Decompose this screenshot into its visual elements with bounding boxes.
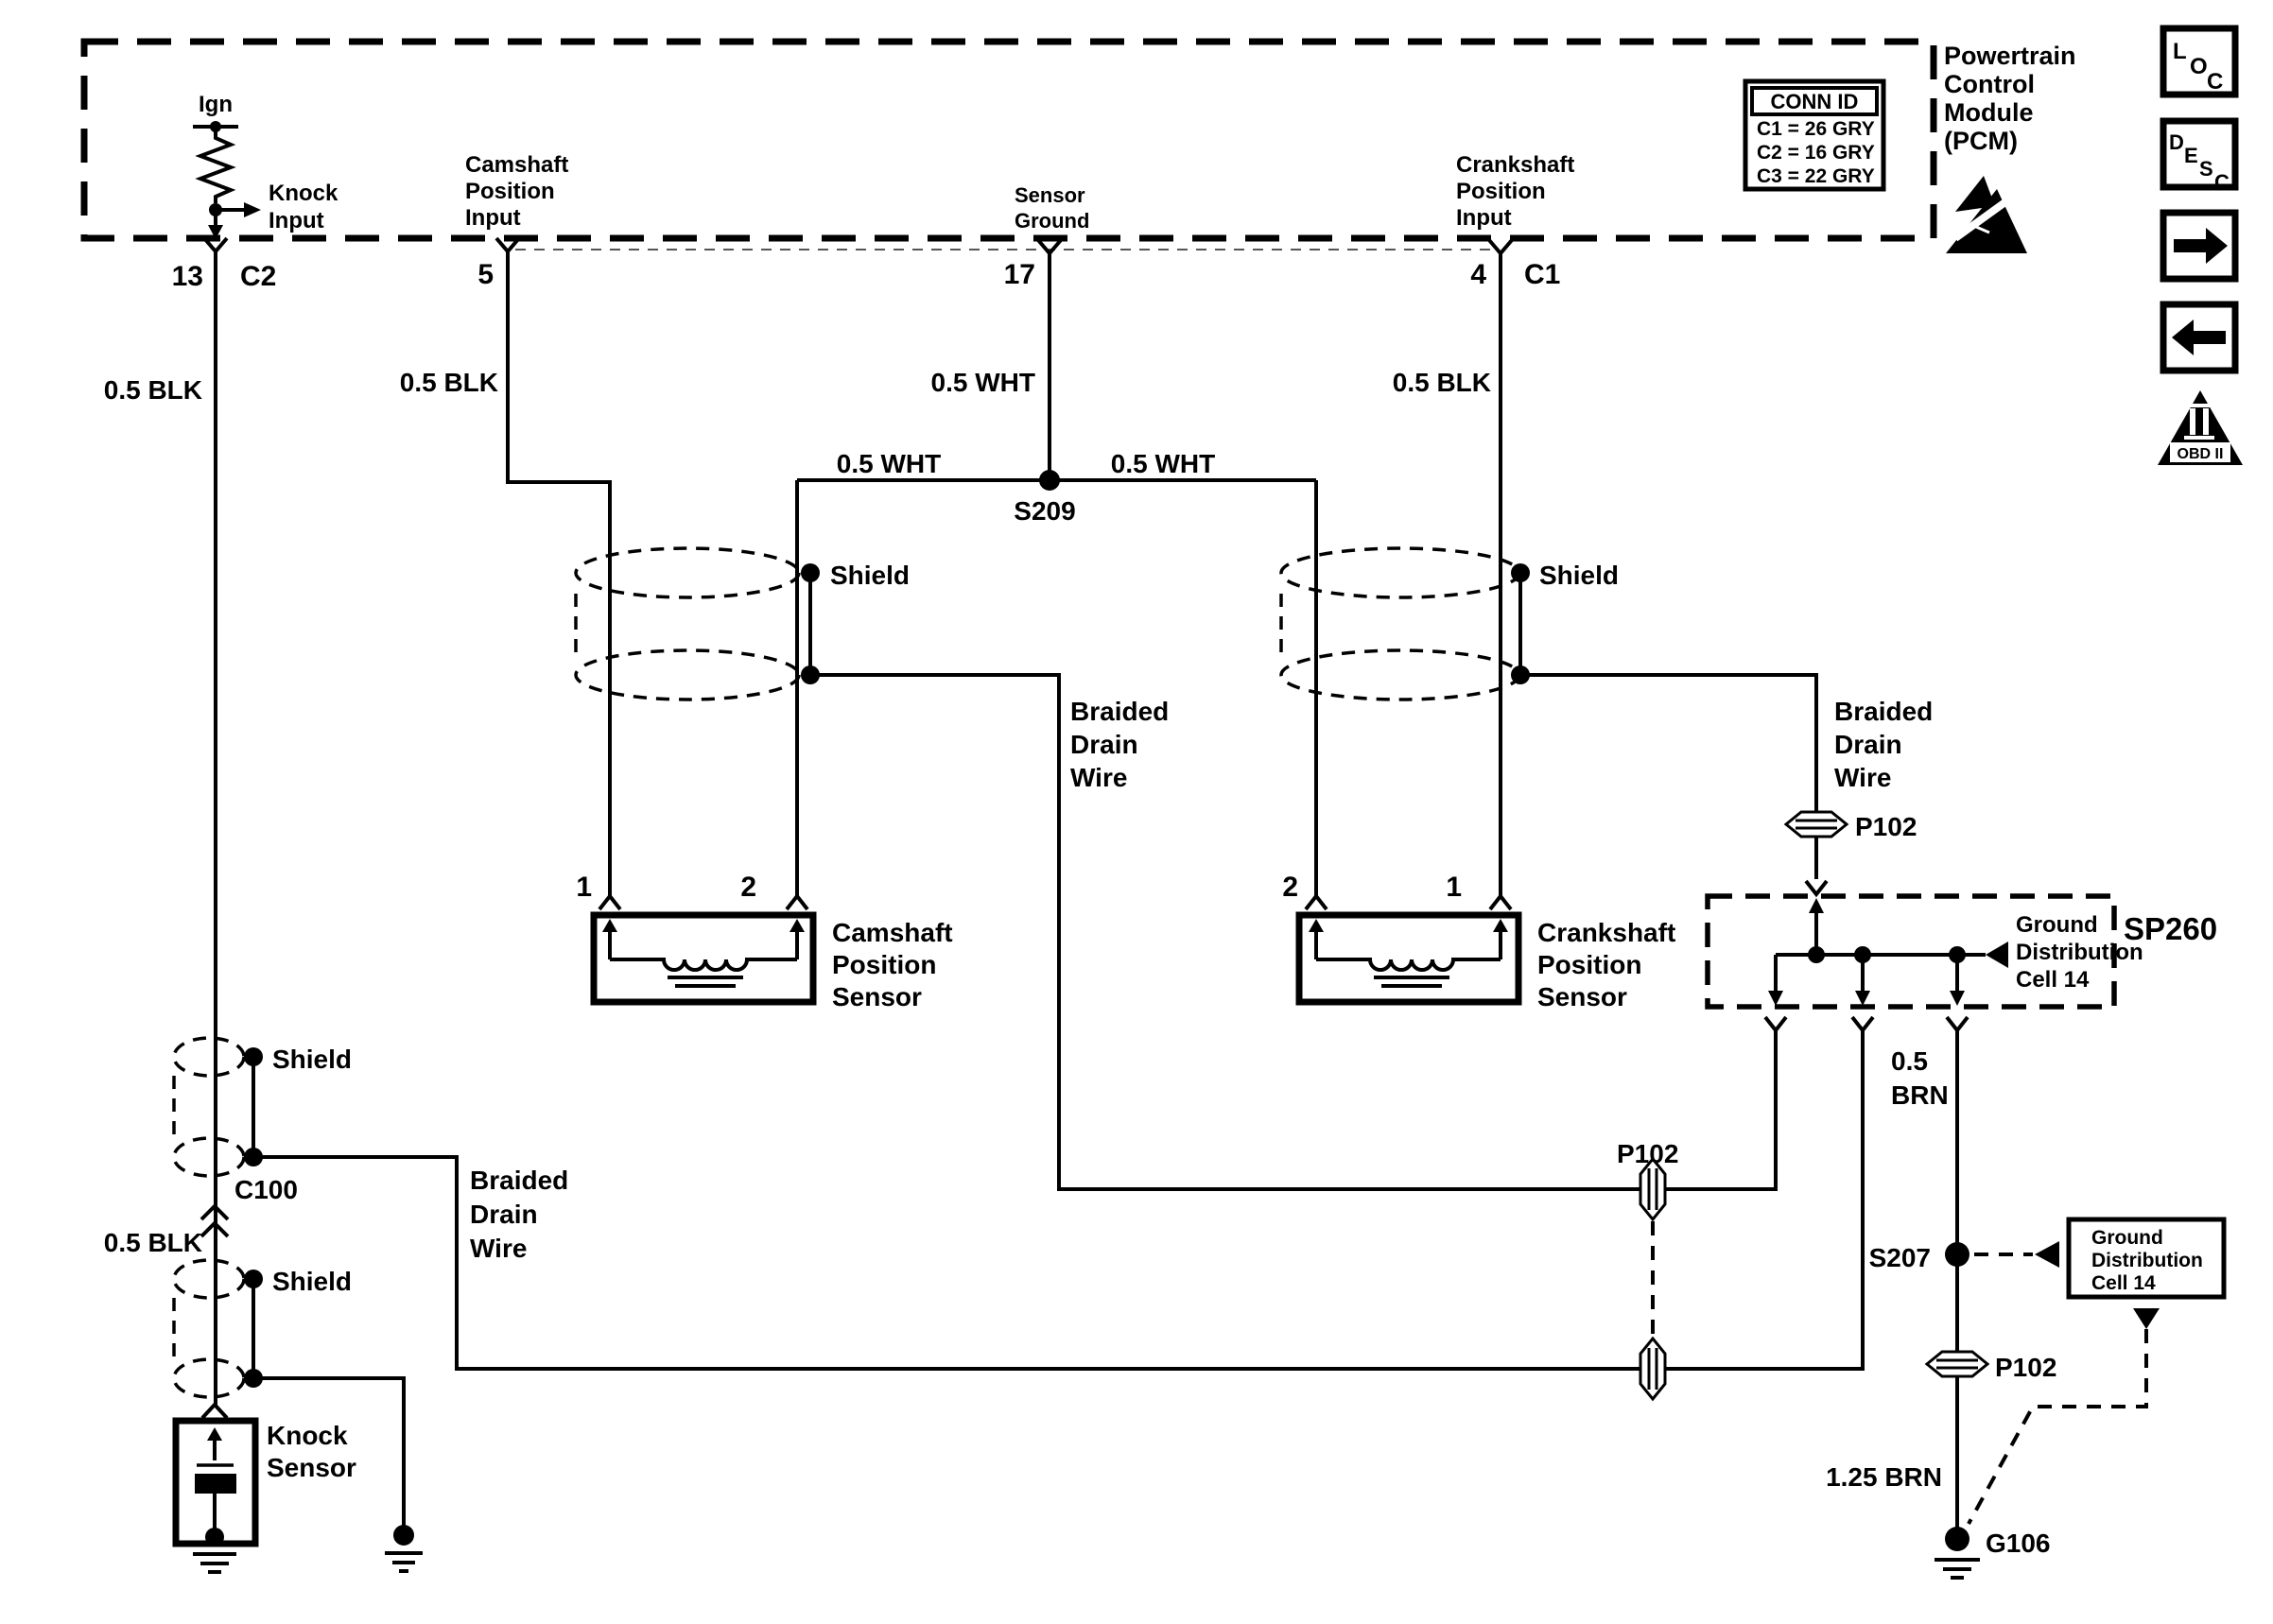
knock-shield-ground-icon [385, 1525, 423, 1571]
braided-drain-label-right [1834, 697, 1933, 792]
crank-shield-label: Shield [1539, 561, 1620, 590]
knock-wire-gauge-top: 0.5 BLK [103, 375, 202, 405]
braided-right-1: Braided [1834, 697, 1934, 726]
cam-position-sensor [576, 872, 952, 1011]
knock-input-arrow [244, 202, 261, 217]
cam-wire-gauge: 0.5 BLK [399, 368, 498, 397]
c100-label: C100 [234, 1175, 298, 1204]
g106-label: G106 [1986, 1529, 2051, 1558]
knock-sensor-label-1: Knock [267, 1421, 348, 1450]
cam-pin-right-number: 2 [740, 872, 756, 903]
cam-sensor-label-3: Sensor [832, 982, 922, 1011]
gd-box-3: Cell 14 [2091, 1272, 2156, 1294]
sp260-gd-3: Cell 14 [2016, 967, 2090, 993]
big-brn-gauge: 1.25 BRN [1826, 1462, 1942, 1492]
knock-input-label-line1: Knock [269, 181, 338, 206]
pcm-title-line3: Module [1944, 98, 2034, 127]
sp260-gd-2: Distribution [2016, 940, 2143, 965]
conn-id-row-c2: C2 = 16 GRY [1757, 142, 1875, 164]
s207-splice-dot [1945, 1242, 1969, 1267]
crank-pin-left-number: 2 [1282, 872, 1298, 903]
sensor-ground-label-1: Sensor [1015, 183, 1085, 207]
crank-drain-sp260-connector-icon [1806, 881, 1827, 894]
knock-wire-gauge-bottom: 0.5 BLK [103, 1228, 202, 1257]
pcm-pins [172, 238, 1561, 292]
pin-function-labels [465, 152, 1574, 233]
braided-left-3: Wire [470, 1234, 528, 1263]
pin13-conn-name: C2 [240, 261, 277, 292]
crank-wire-gauge: 0.5 BLK [1392, 368, 1491, 397]
braided-mid-2: Drain [1070, 730, 1138, 759]
knock-input-label-line2: Input [269, 208, 324, 233]
cam-input-label-2: Position [465, 179, 555, 204]
desc-letter-e: E [2184, 144, 2198, 167]
pin5-number: 5 [477, 259, 494, 290]
wire-knock-shield-ground [253, 1378, 404, 1526]
esd-sensitive-icon [1946, 176, 2027, 253]
crank-sensor-label-1: Crankshaft [1537, 918, 1676, 947]
p102-right-label: P102 [1855, 812, 1917, 841]
knock-sensor [176, 1405, 356, 1572]
loc-letter-o: O [2190, 54, 2208, 79]
cam-coil-icon [610, 959, 797, 970]
crank-input-label-1: Crankshaft [1456, 152, 1575, 178]
braided-mid-1: Braided [1070, 697, 1170, 726]
braided-drain-label-left [470, 1166, 568, 1263]
wire-cam-input [508, 251, 610, 896]
p102-mid-label: P102 [1617, 1139, 1679, 1168]
obd2-icon [2158, 390, 2243, 465]
crank-pin-right-connector [1490, 896, 1511, 909]
ground-wire-gauge: 0.5 WHT [930, 368, 1035, 397]
crank-sensor-label-3: Sensor [1537, 982, 1627, 1011]
g106-dot [1945, 1527, 1969, 1551]
cam-shield-label: Shield [830, 561, 911, 590]
cam-pin-left-connector [599, 896, 620, 909]
sensor-ground-label-2: Ground [1015, 209, 1090, 233]
conn-id-row-c1: C1 = 26 GRY [1757, 118, 1875, 140]
crank-pin-left-connector [1306, 896, 1327, 909]
desc-letter-c: C [2214, 170, 2230, 194]
braided-left-2: Drain [470, 1200, 538, 1229]
cam-sensor-label-1: Camshaft [832, 918, 953, 947]
s209-label: S209 [1014, 496, 1076, 526]
crank-pin-right-number: 1 [1446, 872, 1462, 903]
s207-reference-arrow [2035, 1241, 2059, 1268]
conn-id-row-c3: C3 = 22 GRY [1757, 165, 1875, 187]
pcm-title [1944, 42, 2076, 155]
gd-box-1: Ground [2091, 1227, 2163, 1249]
braided-left-1: Braided [470, 1166, 569, 1195]
desc-letter-d: D [2169, 130, 2184, 154]
pin17-connector-icon [1038, 240, 1061, 253]
sp260-below-connector-a [1765, 1017, 1786, 1030]
loc-letter-c: C [2207, 69, 2224, 95]
p102-connector-right [1786, 812, 1847, 837]
sp260-ground-dist-arrow [1986, 942, 2008, 968]
sp260-below-connector-c [1947, 1017, 1968, 1030]
pin4-conn-name: C1 [1524, 259, 1561, 290]
pin4-connector-icon [1489, 240, 1512, 253]
sp260-drop-a-arrow [1768, 991, 1783, 1006]
p102-bottom-label: P102 [1995, 1353, 2057, 1382]
sp260-entry-dot [1808, 946, 1825, 963]
cam-pin-left-number: 1 [576, 872, 592, 903]
conn-id-header: CONN ID [1770, 90, 1859, 113]
gd-box-down-arrow [2133, 1308, 2160, 1329]
crank-coil-icon [1316, 959, 1501, 970]
sp260-label: SP260 [2124, 911, 2218, 946]
pcm-knock-input-circuit [193, 92, 338, 239]
s209-splice-dot [1039, 470, 1060, 491]
sp260-drop-c-arrow [1950, 991, 1965, 1006]
brn-gauge-1: 0.5 [1891, 1046, 1928, 1076]
s209-left-gauge: 0.5 WHT [836, 449, 942, 478]
braided-right-2: Drain [1834, 730, 1902, 759]
s209-right-gauge: 0.5 WHT [1110, 449, 1216, 478]
wire-s209-branches [797, 480, 1316, 896]
conn-id-table [1745, 81, 1883, 189]
piezo-element-icon [195, 1474, 236, 1494]
sp260-splice-pack [1708, 896, 2217, 1007]
s207-label: S207 [1868, 1243, 1931, 1272]
pin17-number: 17 [1003, 259, 1035, 290]
sp260-drop-b-arrow [1855, 991, 1870, 1006]
p102-connector-bottom-right [1927, 1352, 1987, 1376]
crank-sensor-label-2: Position [1537, 950, 1642, 979]
ground-dist-box [2069, 1219, 2224, 1297]
cam-sensor-label-2: Position [832, 950, 937, 979]
knock-upper-shield-label: Shield [272, 1045, 353, 1074]
knock-sensor-label-2: Sensor [267, 1453, 356, 1482]
resistor-symbol [200, 127, 231, 203]
pcm-title-line4: (PCM) [1944, 127, 2018, 155]
legend-icons [2158, 28, 2243, 465]
pcm-boundary-box [84, 42, 1934, 238]
sp260-gd-1: Ground [2016, 912, 2098, 938]
braided-mid-3: Wire [1070, 763, 1128, 792]
crank-input-label-3: Input [1456, 205, 1512, 231]
obd2-band-label: OBD II [2177, 446, 2224, 462]
cam-input-label-3: Input [465, 205, 521, 231]
pin13-number: 13 [171, 261, 203, 292]
braided-right-3: Wire [1834, 763, 1892, 792]
sp260-entry-arrow [1809, 898, 1824, 913]
loc-letter-l: L [2173, 39, 2187, 64]
crank-input-label-2: Position [1456, 179, 1546, 204]
p102-connector-lower [1640, 1339, 1665, 1399]
pin4-number: 4 [1470, 259, 1486, 290]
gd-box-2: Distribution [2091, 1250, 2203, 1271]
pcm-title-line2: Control [1944, 70, 2035, 98]
knock-sensor-connector-icon [202, 1405, 227, 1418]
ign-label: Ign [199, 92, 233, 117]
g106-ground [1935, 1527, 2051, 1578]
knock-lower-shield-label: Shield [272, 1267, 353, 1296]
braided-drain-label-mid [1070, 697, 1169, 792]
pcm-title-line1: Powertrain [1944, 42, 2076, 70]
cam-input-label-1: Camshaft [465, 152, 569, 178]
desc-letter-s: S [2199, 157, 2213, 181]
sp260-below-connector-b [1852, 1017, 1873, 1030]
crank-position-sensor [1282, 872, 1675, 1011]
cam-pin-right-connector [787, 896, 807, 909]
wire-crank-braided-drain [1520, 675, 1816, 879]
brn-gauge-2: BRN [1891, 1080, 1949, 1110]
